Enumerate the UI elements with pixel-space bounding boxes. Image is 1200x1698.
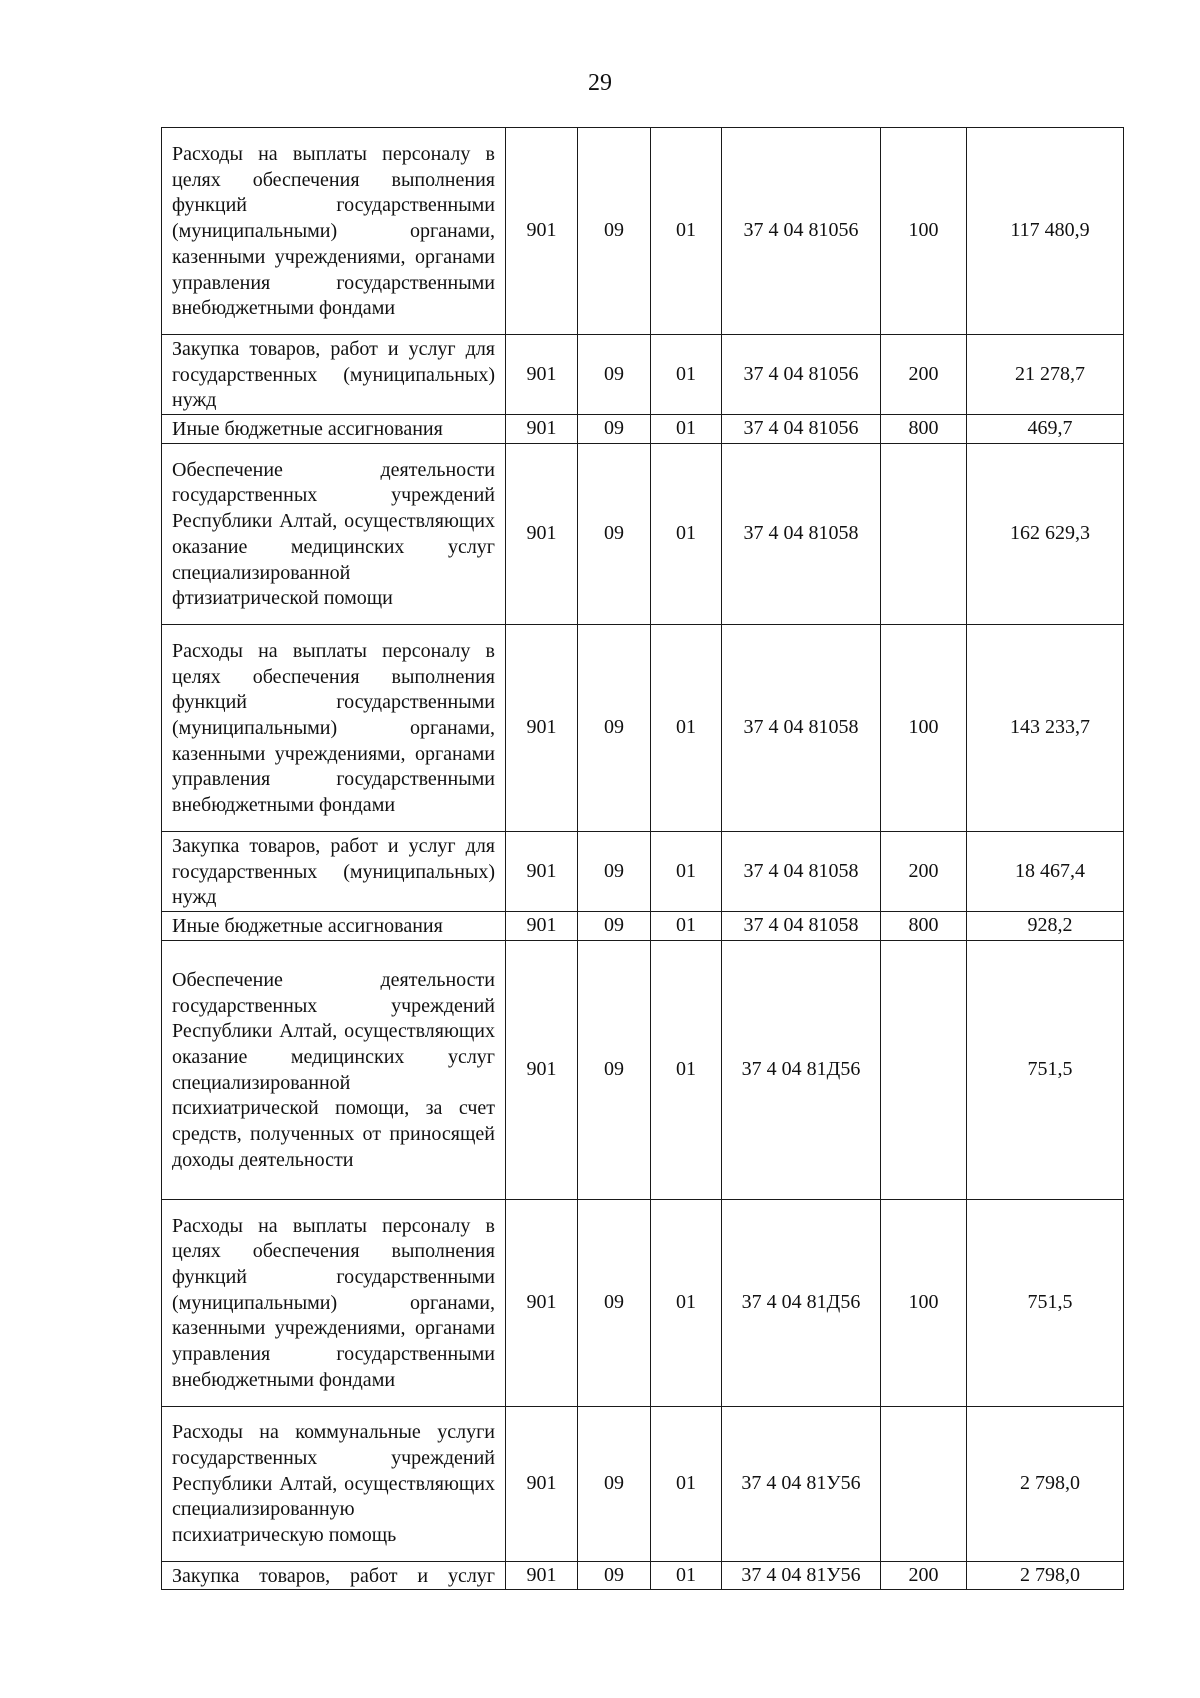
subsection-code: 01 [651, 1199, 722, 1406]
section-code: 09 [578, 443, 651, 624]
target-article: 37 4 04 81У56 [722, 1561, 881, 1590]
expense-name: Расходы на коммунальные услуги государственных учреждений Республики Алтай, осуществляющих специализированную психиатрическую помощь [162, 1406, 506, 1561]
adm-code: 901 [506, 831, 578, 911]
expense-name: Иные бюджетные ассигнования [162, 415, 506, 444]
amount: 928,2 [967, 911, 1124, 940]
target-article: 37 4 04 81058 [722, 831, 881, 911]
expense-kind: 800 [881, 911, 967, 940]
expense-kind: 800 [881, 415, 967, 444]
table-row [162, 624, 1124, 831]
subsection-code: 01 [651, 443, 722, 624]
subsection-code: 01 [651, 415, 722, 444]
section-code: 09 [578, 1406, 651, 1561]
adm-code: 901 [506, 1406, 578, 1561]
budget-table [161, 127, 1124, 1590]
adm-code: 901 [506, 415, 578, 444]
expense-kind: 100 [881, 1199, 967, 1406]
subsection-code: 01 [651, 1406, 722, 1561]
target-article: 37 4 04 81058 [722, 624, 881, 831]
target-article: 37 4 04 81Д56 [722, 940, 881, 1199]
expense-name: Иные бюджетные ассигнования [162, 911, 506, 940]
section-code: 09 [578, 335, 651, 415]
table-row [162, 1406, 1124, 1561]
adm-code: 901 [506, 443, 578, 624]
amount: 143 233,7 [967, 624, 1124, 831]
adm-code: 901 [506, 128, 578, 335]
subsection-code: 01 [651, 1561, 722, 1590]
subsection-code: 01 [651, 335, 722, 415]
table-row [162, 1199, 1124, 1406]
target-article: 37 4 04 81056 [722, 128, 881, 335]
table-row [162, 415, 1124, 444]
expense-name: Обеспечение деятельности государственных учреждений Республики Алтай, осуществляющих оказание медицинских услуг специализированной фтизиатрической помощи [162, 443, 506, 624]
expense-name: Закупка товаров, работ и услуг [162, 1561, 506, 1590]
section-code: 09 [578, 415, 651, 444]
subsection-code: 01 [651, 911, 722, 940]
section-code: 09 [578, 831, 651, 911]
expense-name: Расходы на выплаты персоналу в целях обеспечения выполнения функций государственными (муниципальными) органами, казенными учреждениями, органами управления государственными внебюджетными фондами [162, 128, 506, 335]
target-article: 37 4 04 81058 [722, 443, 881, 624]
table-row [162, 128, 1124, 335]
adm-code: 901 [506, 911, 578, 940]
target-article: 37 4 04 81056 [722, 415, 881, 444]
subsection-code: 01 [651, 940, 722, 1199]
amount: 2 798,0 [967, 1406, 1124, 1561]
target-article: 37 4 04 81056 [722, 335, 881, 415]
amount: 2 798,0 [967, 1561, 1124, 1590]
amount: 162 629,3 [967, 443, 1124, 624]
expense-kind: 200 [881, 335, 967, 415]
target-article: 37 4 04 81058 [722, 911, 881, 940]
amount: 18 467,4 [967, 831, 1124, 911]
adm-code: 901 [506, 1199, 578, 1406]
page-number: 29 [588, 70, 612, 96]
table-row [162, 1561, 1124, 1590]
section-code: 09 [578, 1199, 651, 1406]
table-body [162, 128, 1124, 1590]
table-row [162, 911, 1124, 940]
expense-kind [881, 443, 967, 624]
expense-kind: 100 [881, 128, 967, 335]
amount: 751,5 [967, 1199, 1124, 1406]
target-article: 37 4 04 81Д56 [722, 1199, 881, 1406]
expense-kind [881, 940, 967, 1199]
table-row [162, 335, 1124, 415]
section-code: 09 [578, 624, 651, 831]
amount: 117 480,9 [967, 128, 1124, 335]
expense-name: Закупка товаров, работ и услуг для государственных (муниципальных) нужд [162, 831, 506, 911]
expense-name: Закупка товаров, работ и услуг для государственных (муниципальных) нужд [162, 335, 506, 415]
section-code: 09 [578, 1561, 651, 1590]
expense-name: Обеспечение деятельности государственных учреждений Республики Алтай, осуществляющих оказание медицинских услуг специализированной психиатрической помощи, за счет средств, полученных от приносящей доходы деятельности [162, 940, 506, 1199]
adm-code: 901 [506, 624, 578, 831]
target-article: 37 4 04 81У56 [722, 1406, 881, 1561]
expense-name: Расходы на выплаты персоналу в целях обеспечения выполнения функций государственными (муниципальными) органами, казенными учреждениями, органами управления государственными внебюджетными фондами [162, 1199, 506, 1406]
subsection-code: 01 [651, 831, 722, 911]
expense-kind: 200 [881, 1561, 967, 1590]
subsection-code: 01 [651, 128, 722, 335]
expense-kind [881, 1406, 967, 1561]
amount: 469,7 [967, 415, 1124, 444]
section-code: 09 [578, 911, 651, 940]
expense-kind: 200 [881, 831, 967, 911]
table-row [162, 940, 1124, 1199]
expense-name: Расходы на выплаты персоналу в целях обеспечения выполнения функций государственными (муниципальными) органами, казенными учреждениями, органами управления государственными внебюджетными фондами [162, 624, 506, 831]
section-code: 09 [578, 128, 651, 335]
expense-kind: 100 [881, 624, 967, 831]
amount: 751,5 [967, 940, 1124, 1199]
table-row [162, 443, 1124, 624]
table-row [162, 831, 1124, 911]
amount: 21 278,7 [967, 335, 1124, 415]
subsection-code: 01 [651, 624, 722, 831]
section-code: 09 [578, 940, 651, 1199]
adm-code: 901 [506, 940, 578, 1199]
adm-code: 901 [506, 335, 578, 415]
adm-code: 901 [506, 1561, 578, 1590]
